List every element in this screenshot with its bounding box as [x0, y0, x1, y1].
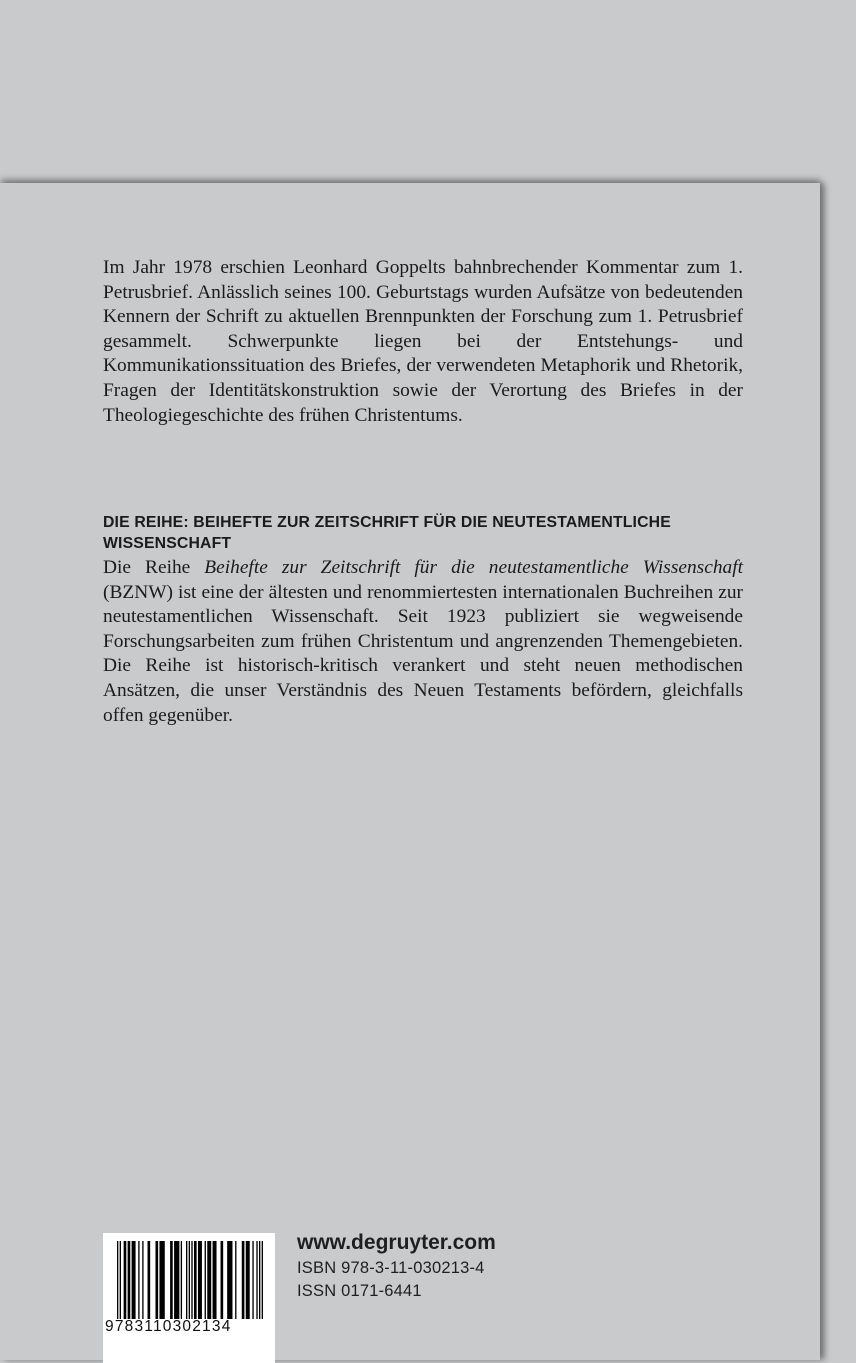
barcode-bar	[148, 1241, 151, 1319]
publisher-info	[297, 1229, 496, 1303]
isbn-line: ISBN 978-3-11-030213-4	[297, 1259, 485, 1277]
barcode-bar	[242, 1241, 245, 1319]
barcode	[103, 1233, 275, 1363]
barcode-bar	[155, 1241, 158, 1319]
barcode-bar	[198, 1241, 202, 1319]
barcode-bar	[142, 1241, 143, 1319]
barcode-bar	[191, 1241, 192, 1319]
series-description	[103, 556, 743, 728]
series-heading: DIE REIHE: BEIHEFTE ZUR ZEITSCHRIFT FÜR DIE NEUTESTAMENTLICHE WISSENSCHAFT	[103, 514, 671, 552]
barcode-bar	[252, 1241, 253, 1319]
barcode-bar	[159, 1241, 164, 1319]
barcode-bar	[213, 1241, 217, 1319]
barcode-digits: 9783110302134	[105, 1318, 232, 1335]
barcode-bar	[227, 1241, 232, 1319]
barcode-bar	[256, 1241, 257, 1319]
barcode-bar	[259, 1241, 260, 1319]
barcode-icon	[117, 1241, 263, 1319]
barcode-bar	[128, 1241, 131, 1319]
barcode-bar	[205, 1241, 206, 1319]
barcode-bar	[138, 1241, 139, 1319]
series-body-text: (BZNW) ist eine der ältesten und renommiertesten internationalen Buchreihen zur neutestamentlichen Wissenschaft. Seit 1923 publiziert sie wegweisende Forschungsarbeiten zum frühen Christentum und angrenzenden Themengebieten. Die Reihe ist historisch-kritisch verankert und steht neuen methodischen Ansätzen, die unser Verständnis des Neuen Testaments befördern, gleichfalls offen gegenüber.	[103, 581, 743, 726]
summary-paragraph: Im Jahr 1978 erschien Leonhard Goppelts bahnbrechender Kommentar zum 1. Petrusbrief. Anlässlich seines 100. Geburtstags wurden Aufsätze von bedeutenden Kennern der Schrift zu aktuellen Brennpunkten der Forschung zum 1. Petrusbrief gesammelt. Schwerpunkte liegen bei der Entstehungs- und Kommunikationssituation des Briefes, der verwendeten Metaphorik und Rhetorik, Fragen der Identitätskonstruktion sowie der Verortung des Briefes in der Theologiegeschichte des frühen Christentums.	[103, 257, 743, 426]
barcode-bar	[132, 1241, 136, 1319]
back-cover	[0, 183, 820, 1360]
barcode-bar	[189, 1241, 190, 1319]
barcode-bar	[124, 1241, 127, 1319]
barcode-bar	[120, 1241, 121, 1319]
barcode-bar	[221, 1241, 224, 1319]
issn-line: ISSN 0171-6441	[297, 1282, 422, 1300]
barcode-bar	[246, 1241, 250, 1319]
barcode-bar	[194, 1241, 197, 1319]
barcode-bar	[207, 1241, 211, 1319]
barcode-bar	[181, 1241, 182, 1319]
publisher-url[interactable]: www.degruyter.com	[297, 1231, 496, 1254]
barcode-bar	[174, 1241, 179, 1319]
barcode-bar	[186, 1241, 187, 1319]
barcode-bar	[262, 1241, 263, 1319]
barcode-bar	[235, 1241, 236, 1319]
barcode-bar	[117, 1241, 118, 1319]
barcode-bar	[170, 1241, 173, 1319]
series-intro: Die Reihe	[103, 557, 191, 578]
series-title: Beihefte zur Zeitschrift für die neutestamentliche Wissenschaft	[204, 557, 743, 578]
